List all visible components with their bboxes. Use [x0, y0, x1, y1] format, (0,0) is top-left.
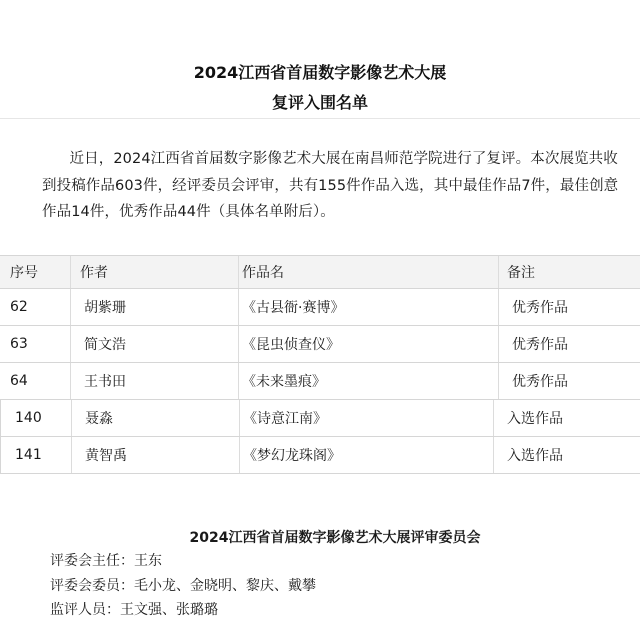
row-author: 简文浩	[84, 337, 126, 353]
header-work: 作品名	[242, 265, 284, 281]
divider	[0, 118, 640, 119]
committee-chair: 评委会主任：王东	[50, 553, 162, 569]
shortlist-table	[0, 255, 640, 474]
row-author: 王书田	[84, 374, 126, 390]
header-number: 序号	[10, 265, 38, 281]
row-note: 优秀作品	[512, 300, 568, 316]
table-header-row	[0, 255, 640, 289]
table-row	[0, 437, 640, 474]
page-title: 2024江西省首届数字影像艺术大展	[193, 63, 447, 82]
row-number: 141	[15, 447, 42, 463]
row-number: 64	[10, 373, 28, 389]
row-work: 《古县衙·赛博》	[242, 300, 345, 316]
row-number: 140	[15, 410, 42, 426]
row-note: 优秀作品	[512, 374, 568, 390]
intro-paragraph: 近日，2024江西省首届数字影像艺术大展在南昌师范学院进行了复评。本次展览共收到投稿作品603件，经评委员会评审，共有155件作品入选，其中最佳作品7件，最佳创意作品14件，优秀作品44件（具体名单附后）。	[42, 151, 619, 220]
committee-members: 评委会委员：毛小龙、金晓明、黎庆、戴攀	[50, 578, 316, 594]
table-row	[0, 326, 640, 363]
row-author: 聂淼	[85, 411, 113, 427]
row-work: 《诗意江南》	[243, 411, 327, 427]
row-work: 《昆虫侦查仪》	[242, 337, 340, 353]
header-note: 备注	[507, 265, 535, 281]
row-number: 62	[10, 299, 28, 315]
committee-supervisors: 监评人员：王文强、张璐璐	[50, 602, 218, 618]
row-note: 入选作品	[507, 448, 563, 464]
row-work: 《未来墨痕》	[242, 374, 326, 390]
row-author: 黄智禹	[85, 448, 127, 464]
row-number: 63	[10, 336, 28, 352]
header-author: 作者	[80, 265, 108, 281]
committee-title: 2024江西省首届数字影像艺术大展评审委员会	[189, 530, 481, 546]
table-row	[0, 289, 640, 326]
row-work: 《梦幻龙珠阁》	[243, 448, 341, 464]
row-author: 胡紫珊	[84, 300, 126, 316]
row-note: 优秀作品	[512, 337, 568, 353]
row-note: 入选作品	[507, 411, 563, 427]
table-row	[0, 363, 640, 400]
table-row	[0, 400, 640, 437]
page-subtitle: 复评入围名单	[271, 93, 368, 112]
